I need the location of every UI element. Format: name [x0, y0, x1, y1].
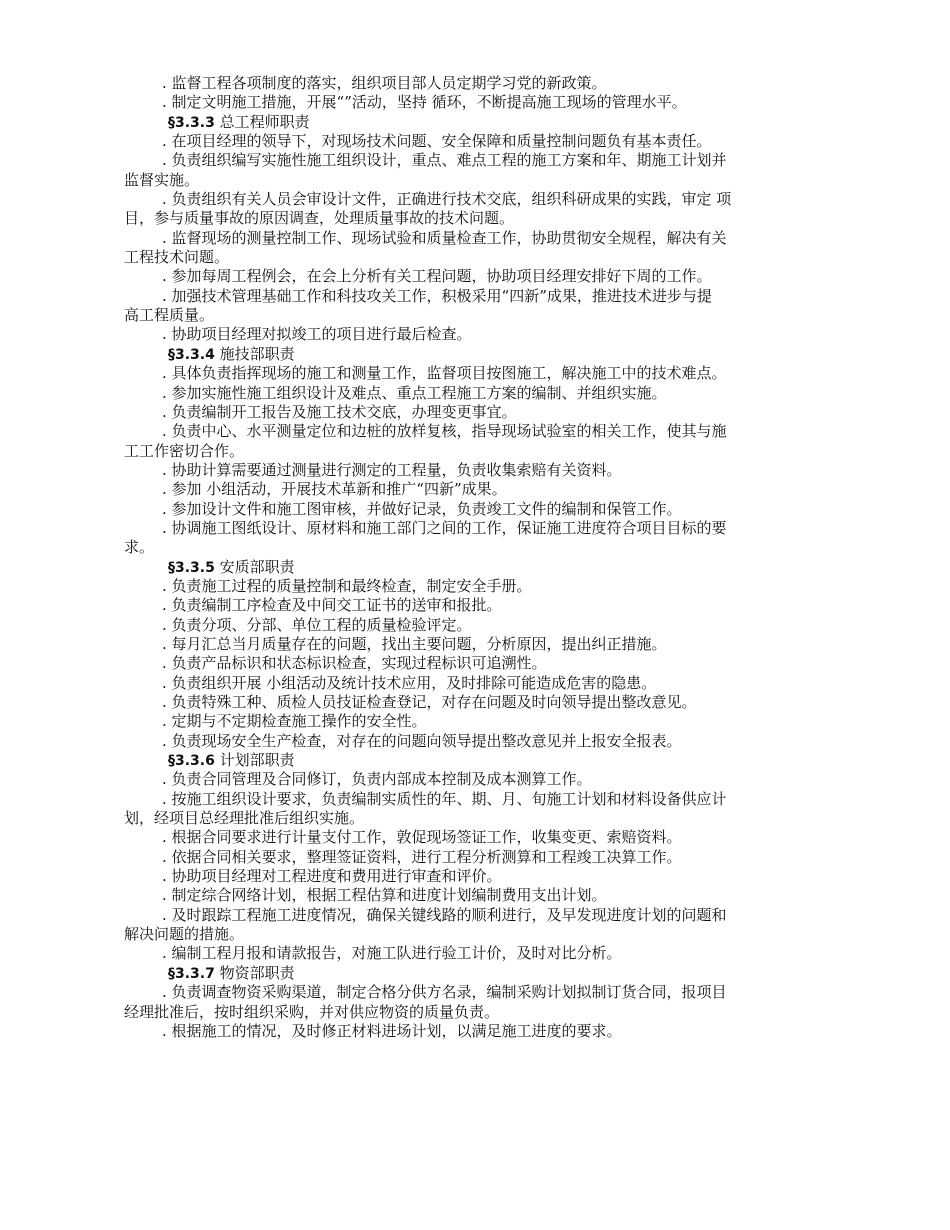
list-item: . 负责分项、分部、单位工程的质量检验评定。 [162, 615, 472, 634]
section-title: 计划部职责 [219, 751, 295, 770]
list-item-continuation: 工程技术问题。 [124, 248, 230, 267]
list-item: . 负责调查物资采购渠道，制定合格分供方名录，编制采购计划拟制订货合同，报项目 [162, 983, 727, 1002]
section-number: §3.3.6 [168, 753, 215, 770]
list-item: . 负责现场安全生产检查，对存在的问题向领导提出整改意见并上报安全报表。 [162, 731, 682, 750]
list-item: . 负责组织开展 小组活动及统计技术应用，及时排除可能造成危害的隐患。 [162, 673, 657, 692]
section-title: 施技部职责 [219, 344, 295, 363]
list-item: . 根据合同要求进行计量支付工作，敦促现场签证工作，收集变更、索赔资料。 [162, 828, 682, 847]
list-item-continuation: 监督实施。 [124, 170, 200, 189]
list-item: . 负责特殊工种、质检人员技证检查登记，对存在问题及时向领导提出整改意见。 [162, 693, 697, 711]
list-item-continuation: 求。 [124, 538, 155, 557]
section-heading [124, 964, 862, 983]
list-item: . 按施工组织设计要求，负责编制实质性的年、期、月、旬施工计划和材料设备供应计 [162, 789, 727, 808]
list-item: . 在项目经理的领导下，对现场技术问题、安全保障和质量控制问题负有基本责任。 [162, 132, 712, 151]
section-number: §3.3.4 [168, 346, 215, 363]
section-title: 总工程师职责 [219, 112, 310, 131]
list-item-continuation: 工工作密切合作。 [124, 441, 245, 460]
section-number: §3.3.7 [168, 965, 215, 982]
list-item: . 参加每周工程例会，在会上分析有关工程问题，协助项目经理安排好下周的工作。 [162, 267, 712, 286]
list-item: . 协助项目经理对拟竣工的项目进行最后检查。 [162, 325, 472, 344]
document-body [124, 74, 862, 1041]
list-item: . 定期与不定期检查施工操作的安全性。 [162, 712, 427, 731]
list-item: . 负责编制工序检查及中间交工证书的送审和报批。 [162, 596, 502, 615]
list-item: . 参加 小组活动，开展技术革新和推广“四新”成果。 [162, 480, 507, 499]
section-heading [124, 558, 862, 577]
list-item: . 加强技术管理基础工作和科技攻关工作，积极采用“四新”成果，推进技术进步与提 [162, 286, 712, 305]
list-item: . 根据施工的情况，及时修正材料进场计划，以满足施工进度的要求。 [162, 1021, 622, 1040]
list-item: . 具体负责指挥现场的施工和测量工作，监督项目按图施工，解决施工中的技术难点。 [162, 364, 727, 383]
list-item: . 及时跟踪工程施工进度情况，确保关键线路的顺利进行，及早发现进度计划的问题和 [162, 905, 727, 924]
section-title: 物资部职责 [219, 963, 295, 982]
list-item: . 监督现场的测量控制工作、现场试验和质量检查工作，协助贯彻安全规程，解决有关 [162, 228, 727, 247]
list-item: . 负责中心、水平测量定位和边桩的放样复核，指导现场试验室的相关工作，使其与施 [162, 422, 727, 441]
list-item: . 协助项目经理对工程进度和费用进行审查和评价。 [162, 867, 502, 886]
list-item-continuation: 目，参与质量事故的原因调查，处理质量事故的技术问题。 [124, 209, 515, 228]
section-heading [124, 345, 862, 364]
list-item: . 负责产品标识和状态标识检查，实现过程标识可追溯性。 [162, 654, 547, 673]
section-number: §3.3.3 [168, 114, 215, 131]
list-item: . 编制工程月报和请款报告，对施工队进行验工计价，及时对比分析。 [162, 944, 622, 963]
list-item: . 协调施工图纸设计、原材料和施工部门之间的工作，保证施工进度符合项目目标的要 [162, 518, 727, 537]
list-item: . 负责组织有关人员会审设计文件，正确进行技术交底，组织科研成果的实践，审定 项 [162, 190, 732, 209]
list-item-continuation: 划，经项目总经理批准后组织实施。 [124, 809, 365, 828]
section-heading [124, 751, 862, 770]
list-item-continuation: 经理批准后，按时组织采购，并对供应物资的质量负责。 [124, 1002, 500, 1021]
list-item: . 负责施工过程的质量控制和最终检查，制定安全手册。 [162, 576, 532, 595]
section-number: §3.3.5 [168, 559, 215, 576]
section-title: 安质部职责 [219, 557, 295, 576]
list-item: . 协助计算需要通过测量进行测定的工程量，负责收集索赔有关资料。 [162, 460, 622, 479]
list-item-continuation: 高工程质量。 [124, 306, 215, 325]
list-item: . 依据合同相关要求，整理签证资料，进行工程分析测算和工程竣工决算工作。 [162, 847, 682, 866]
list-item: . 负责编制开工报告及施工技术交底，办理变更事宜。 [162, 402, 517, 421]
section-heading [124, 113, 862, 132]
list-item: . 制定综合网络计划，根据工程估算和进度计划编制费用支出计划。 [162, 886, 607, 905]
list-item: . 制定文明施工措施，开展“”活动，坚持 循环，不断提高施工现场的管理水平。 [162, 93, 687, 112]
list-item: . 参加设计文件和施工图审核，并做好记录，负责竣工文件的编制和保管工作。 [162, 499, 682, 518]
list-item: . 监督工程各项制度的落实，组织项目部人员定期学习党的新政策。 [162, 74, 607, 92]
list-item: . 负责合同管理及合同修订，负责内部成本控制及成本测算工作。 [162, 770, 592, 789]
list-item-continuation: 解决问题的措施。 [124, 925, 245, 944]
list-item: . 负责组织编写实施性施工组织设计，重点、难点工程的施工方案和年、期施工计划并 [162, 151, 727, 170]
list-item: . 参加实施性施工组织设计及难点、重点工程施工方案的编制、并组织实施。 [162, 383, 667, 402]
list-item: . 每月汇总当月质量存在的问题，找出主要问题，分析原因，提出纠正措施。 [162, 634, 667, 653]
